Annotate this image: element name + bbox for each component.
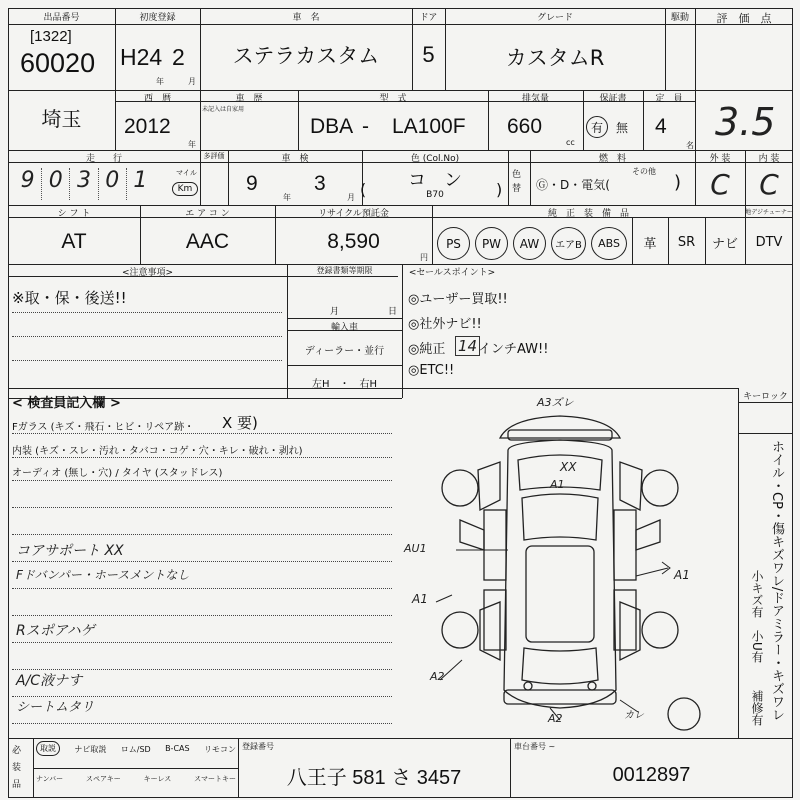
equip-label: 純 正 装 備 品	[547, 209, 629, 219]
mileage-digits	[14, 168, 154, 200]
warranty-yes: 有	[586, 116, 608, 138]
grade: カスタムR	[505, 46, 605, 70]
month-unit: 月	[347, 193, 355, 202]
deadline-label: 登録書類等期限	[316, 266, 373, 275]
tuner-label: 地デジチューナー	[745, 209, 793, 216]
lot-number: 60020	[20, 48, 96, 78]
sales-label: <セールスポイント>	[408, 268, 496, 278]
equip-sunroof: SR	[677, 234, 696, 250]
fuel-label: 燃 料	[598, 154, 626, 164]
equip-pw: PW	[475, 227, 508, 260]
damage-mark: A1	[674, 568, 690, 582]
equip-aw: AW	[513, 227, 546, 260]
damage-mark: AU1	[404, 542, 427, 555]
western-year: 2012	[124, 115, 171, 138]
plate-number: 八王子 581 さ 3457	[286, 766, 462, 789]
first-reg-era: H24	[120, 44, 163, 70]
accessory-bcas: B-CAS	[165, 744, 190, 753]
model-name: ステラカスタム	[232, 44, 380, 68]
dealer-parallel: ディーラー・並行	[304, 345, 385, 357]
exterior-grade: C	[710, 167, 730, 201]
car-damage-diagram	[400, 390, 736, 736]
color-paren-open: (	[360, 180, 367, 199]
mileage-digit: 3	[70, 168, 98, 200]
inspector-label: < 検査員記入欄 >	[12, 396, 121, 411]
accessory-manual: 取説	[36, 741, 60, 756]
audio-tire-line: オーディオ (無し・穴) / タイヤ (スタッドレス)	[12, 468, 223, 479]
equip-ps: PS	[437, 227, 470, 260]
displacement-label: 排気量	[521, 94, 549, 104]
capacity: 4	[655, 115, 667, 138]
first-reg-label: 初度登録	[139, 13, 176, 23]
type-prefix: DBA	[310, 115, 354, 138]
ac: AAC	[185, 230, 230, 253]
equip-airbag: エアB	[551, 227, 586, 260]
wheel-inch: 14	[455, 336, 480, 356]
mileage-label: 走 行	[85, 154, 122, 164]
mileage-digit: 0	[42, 168, 70, 200]
deadline-day: 日	[388, 307, 398, 317]
interior-grade: C	[759, 167, 779, 201]
fuel-other: その他	[632, 167, 656, 176]
sales-point: ◎ETC!!	[408, 363, 455, 378]
lot-bracket: [1322]	[30, 28, 72, 45]
damage-mark: A2	[430, 670, 445, 683]
accessory-spare-key: スペアキー	[86, 775, 121, 783]
handwritten-note: コアサポート XX	[16, 543, 124, 559]
handwritten-note: Rスポアハゲ	[16, 623, 95, 639]
year-unit: 年	[156, 77, 164, 86]
accessory-keyless: キーレス	[143, 775, 172, 783]
sales-point: ◎社外ナビ!!	[408, 317, 482, 332]
glass-line: Fガラス (キズ・飛石・ヒビ・リペア跡・	[12, 422, 195, 433]
plate-label: 登録番号	[242, 742, 274, 751]
inspection-mark: 多評価	[203, 152, 225, 160]
handwritten-note: Fドバンパー・ホースメントなし	[16, 568, 190, 582]
deadline-month: 月	[330, 307, 340, 317]
inspection-month: 3	[314, 172, 326, 195]
accessory-plate: ナンバー	[36, 775, 64, 783]
import-label: 輸入車	[330, 323, 358, 333]
side-note-repair: 補修有	[750, 690, 764, 726]
warranty-no: 無	[616, 121, 629, 135]
recycle: 8,590	[327, 230, 380, 253]
caution-text: ※取・保・後送!!	[12, 289, 127, 307]
sales-point: インチAW!!	[478, 342, 549, 357]
damage-mark: カレ	[624, 710, 644, 721]
type-dash: -	[362, 115, 369, 138]
sales-point: ◎純正	[408, 342, 446, 357]
damage-mark: A1	[550, 478, 565, 491]
footer-label: 装	[12, 763, 22, 773]
chassis-label: 車台番号 ~	[514, 742, 556, 751]
side-note-damage: ホイル・CP・傷キズワレ/ドアミラー・キズワレ	[769, 440, 784, 722]
chassis-number: 0012897	[612, 763, 691, 786]
type-label: 型 式	[379, 94, 407, 104]
year-unit: 年	[188, 140, 196, 149]
accessory-remote: リモコン	[203, 745, 236, 754]
western-label: 西 暦	[143, 94, 171, 104]
accessory-rom: ロム/SD	[120, 745, 151, 754]
accessory-smart-key: スマートキー	[194, 775, 236, 783]
equip-navi: ナビ	[711, 236, 738, 252]
year-unit: 年	[283, 193, 291, 202]
glass-line-required: X 要)	[222, 414, 258, 432]
type-code: LA100F	[392, 115, 466, 138]
accessory-navi-manual: ナビ取説	[74, 745, 107, 754]
mileage-digit: 9	[14, 168, 42, 200]
yen-unit: 円	[420, 253, 428, 262]
history-label: 車 歴	[235, 94, 263, 104]
capacity-label: 定 員	[655, 94, 683, 104]
handwritten-note: A/C液ナす	[16, 673, 83, 689]
warranty-label: 保証書	[599, 94, 627, 104]
first-reg-month: 2	[172, 44, 185, 70]
accessories-top	[36, 741, 236, 756]
color-code: B70	[426, 190, 444, 200]
drive-label: 駆動	[670, 13, 689, 23]
color-label: 色 (Col.No)	[410, 154, 460, 164]
handwritten-note: シートムタリ	[16, 700, 95, 715]
equip-abs: ABS	[591, 227, 627, 260]
equip-dtv: DTV	[755, 234, 783, 250]
grade-label: グレード	[536, 13, 573, 23]
color-paren-close: )	[496, 180, 503, 199]
month-unit: 月	[188, 77, 196, 86]
km-label: Km	[172, 182, 198, 196]
displacement: 660	[507, 115, 543, 138]
ac-label: エ ア コ ン	[185, 209, 230, 219]
steering-side: 左H ・ 右H	[311, 378, 378, 390]
mile-label: マイル	[176, 169, 197, 177]
sales-point: ◎ユーザー買取!!	[408, 292, 508, 307]
doors-label: ドア	[419, 13, 438, 23]
mileage-digit: 0	[99, 168, 127, 200]
caution-label: <注意事項>	[121, 268, 174, 278]
score: 3.5	[715, 100, 776, 144]
score-label: 評 価 点	[716, 12, 772, 25]
inspection-year: 9	[246, 172, 258, 195]
mileage-digit: 1	[133, 168, 148, 193]
header-line	[8, 24, 793, 25]
recolor-label: 色替	[512, 170, 522, 194]
damage-mark: XX	[560, 460, 577, 474]
interior-label: 内 装	[758, 154, 780, 164]
shift-label: シ フ ト	[57, 209, 91, 219]
damage-mark: A3ズレ	[537, 396, 574, 409]
recycle-label: リサイクル預託金	[318, 209, 389, 219]
damage-mark: A2	[548, 712, 563, 725]
cc-unit: cc	[566, 138, 575, 147]
inspection-label: 車 検	[281, 154, 309, 164]
model-label: 車 名	[292, 13, 320, 23]
exterior-label: 外 装	[709, 154, 731, 164]
history-sub: 未記入は自家用	[202, 106, 245, 113]
footer-label: 必	[12, 746, 22, 756]
equip-leather: 革	[643, 236, 657, 252]
footer-label: 品	[12, 780, 22, 790]
color: コ ン	[408, 170, 462, 191]
keylock-label: キーロック	[743, 392, 788, 402]
shift: AT	[61, 230, 87, 253]
doors: 5	[422, 42, 435, 67]
fuel-close: )	[674, 172, 682, 193]
capacity-unit: 名	[686, 141, 694, 150]
side-note-minor: 小キズ有 小U有	[750, 570, 764, 663]
region: 埼玉	[41, 107, 82, 131]
interior-line: 内装 (キズ・スレ・汚れ・タバコ・コゲ・穴・キレ・破れ・剥れ)	[12, 446, 303, 457]
damage-mark: A1	[412, 592, 428, 606]
lot-label: 出品番号	[43, 13, 80, 23]
row-divider	[8, 738, 793, 739]
accessories-bottom	[36, 774, 236, 784]
fuel-options: Ⓖ・D・電気(	[536, 178, 610, 192]
